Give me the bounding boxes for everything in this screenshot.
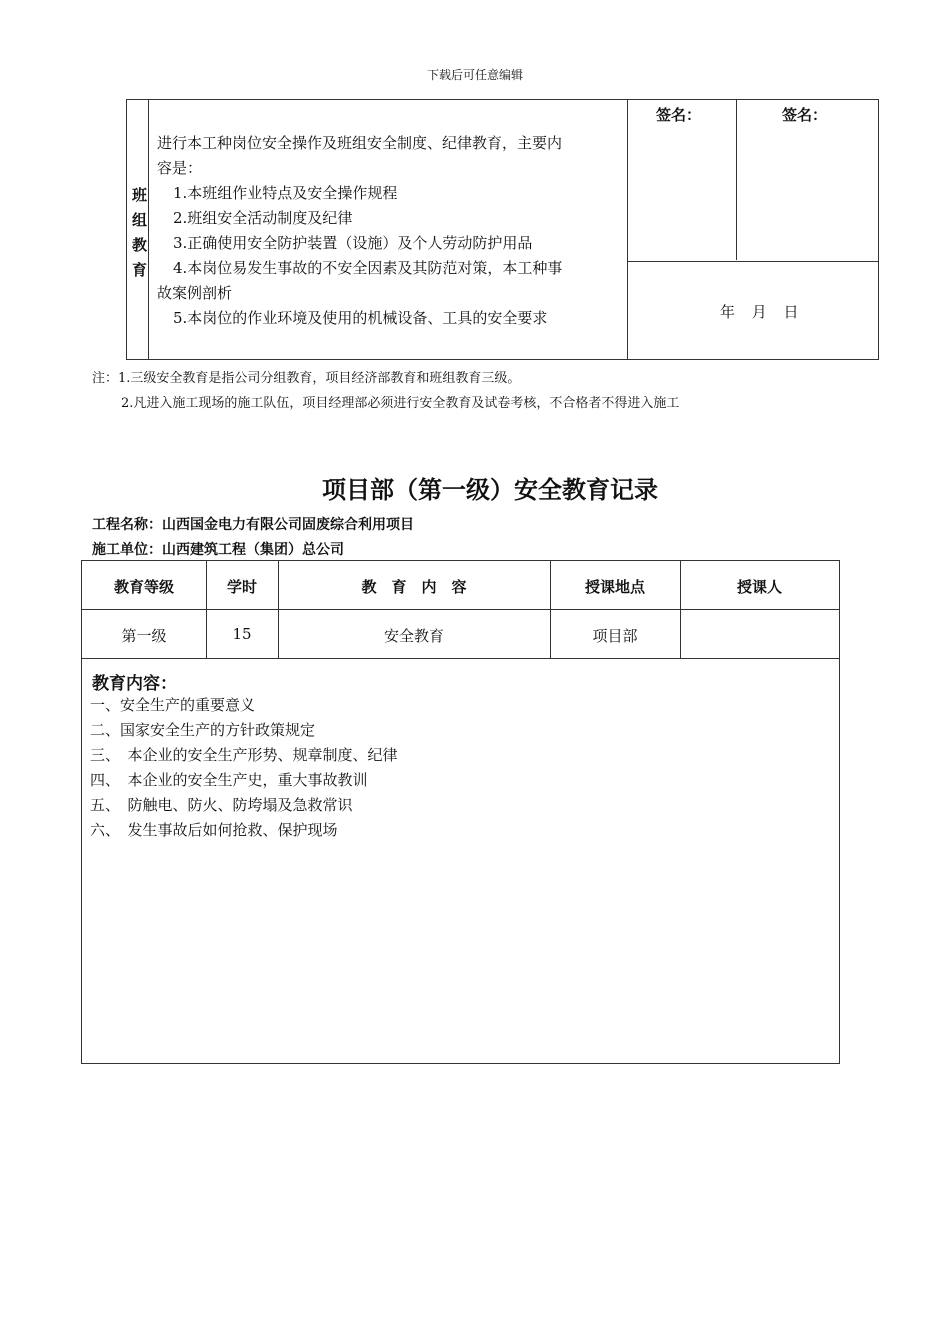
signature-label: 签名：: [782, 106, 828, 124]
header-note: 下载后可任意编辑: [426, 68, 523, 82]
class-education-table: [126, 99, 879, 360]
header-cell: 授课人: [736, 578, 782, 596]
table-divider: [148, 100, 149, 359]
education-content-list: [90, 693, 398, 843]
header-cell: 教育等级: [113, 578, 174, 596]
note-line: 注：1.三级安全教育是指公司分组教育，项目经济部教育和班组教育三级。: [92, 371, 521, 386]
content-line: 4.本岗位易发生事故的不安全因素及其防范对策，本工种事: [173, 259, 563, 277]
list-item: 六、 发生事故后如何抢救、保护现场: [90, 821, 338, 839]
list-item: 二、国家安全生产的方针政策规定: [90, 721, 316, 739]
date-label: 年 月 日: [720, 303, 799, 321]
table-cell: 安全教育: [383, 627, 444, 645]
list-item: 四、 本企业的安全生产史，重大事故教训: [90, 771, 368, 789]
label-char: 育: [132, 261, 148, 279]
class-education-content: [157, 131, 625, 331]
page-title: 项目部（第一级）安全教育记录: [322, 476, 658, 504]
signature-label: 签名：: [656, 106, 702, 124]
table-divider: [736, 100, 737, 260]
education-content-title: 教育内容：: [92, 674, 177, 694]
table-cell: 项目部: [592, 627, 638, 645]
content-line: 2.班组安全活动制度及纪律: [173, 209, 353, 227]
content-line: 1.本班组作业特点及安全操作规程: [173, 184, 398, 202]
project-name: 工程名称：山西国金电力有限公司固废综合利用项目: [92, 517, 414, 533]
content-line: 容是：: [157, 159, 203, 177]
table-divider: [82, 658, 839, 659]
label-char: 教: [132, 236, 148, 254]
content-line: 3.正确使用安全防护装置（设施）及个人劳动防护用品: [173, 234, 533, 252]
content-line: 5.本岗位的作业环境及使用的机械设备、工具的安全要求: [173, 309, 548, 327]
education-record-table: [81, 560, 840, 1064]
label-char: 班: [132, 186, 148, 204]
table-cell: 15: [232, 625, 252, 643]
note-line: 2.凡进入施工现场的施工队伍，项目经理部必须进行安全教育及试卷考核，不合格者不得进入施工: [121, 396, 680, 411]
construction-unit: 施工单位：山西建筑工程（集团）总公司: [92, 542, 344, 558]
header-cell: 学时: [226, 578, 257, 596]
list-item: 三、 本企业的安全生产形势、规章制度、纪律: [90, 746, 398, 764]
header-cell: 授课地点: [584, 578, 645, 596]
table-cell: 第一级: [121, 627, 167, 645]
label-char: 组: [132, 211, 148, 229]
notes: [92, 366, 679, 416]
content-line: 进行本工种岗位安全操作及班组安全制度、纪律教育，主要内: [157, 134, 563, 152]
header-cell: 教 育 内 容: [361, 578, 467, 596]
list-item: 一、安全生产的重要意义: [90, 696, 256, 714]
table-divider: [627, 261, 878, 262]
list-item: 五、 防触电、防火、防垮塌及急救常识: [90, 796, 353, 814]
content-line: 故案例剖析: [157, 284, 233, 302]
table-divider: [82, 609, 839, 610]
table-divider: [627, 100, 628, 359]
